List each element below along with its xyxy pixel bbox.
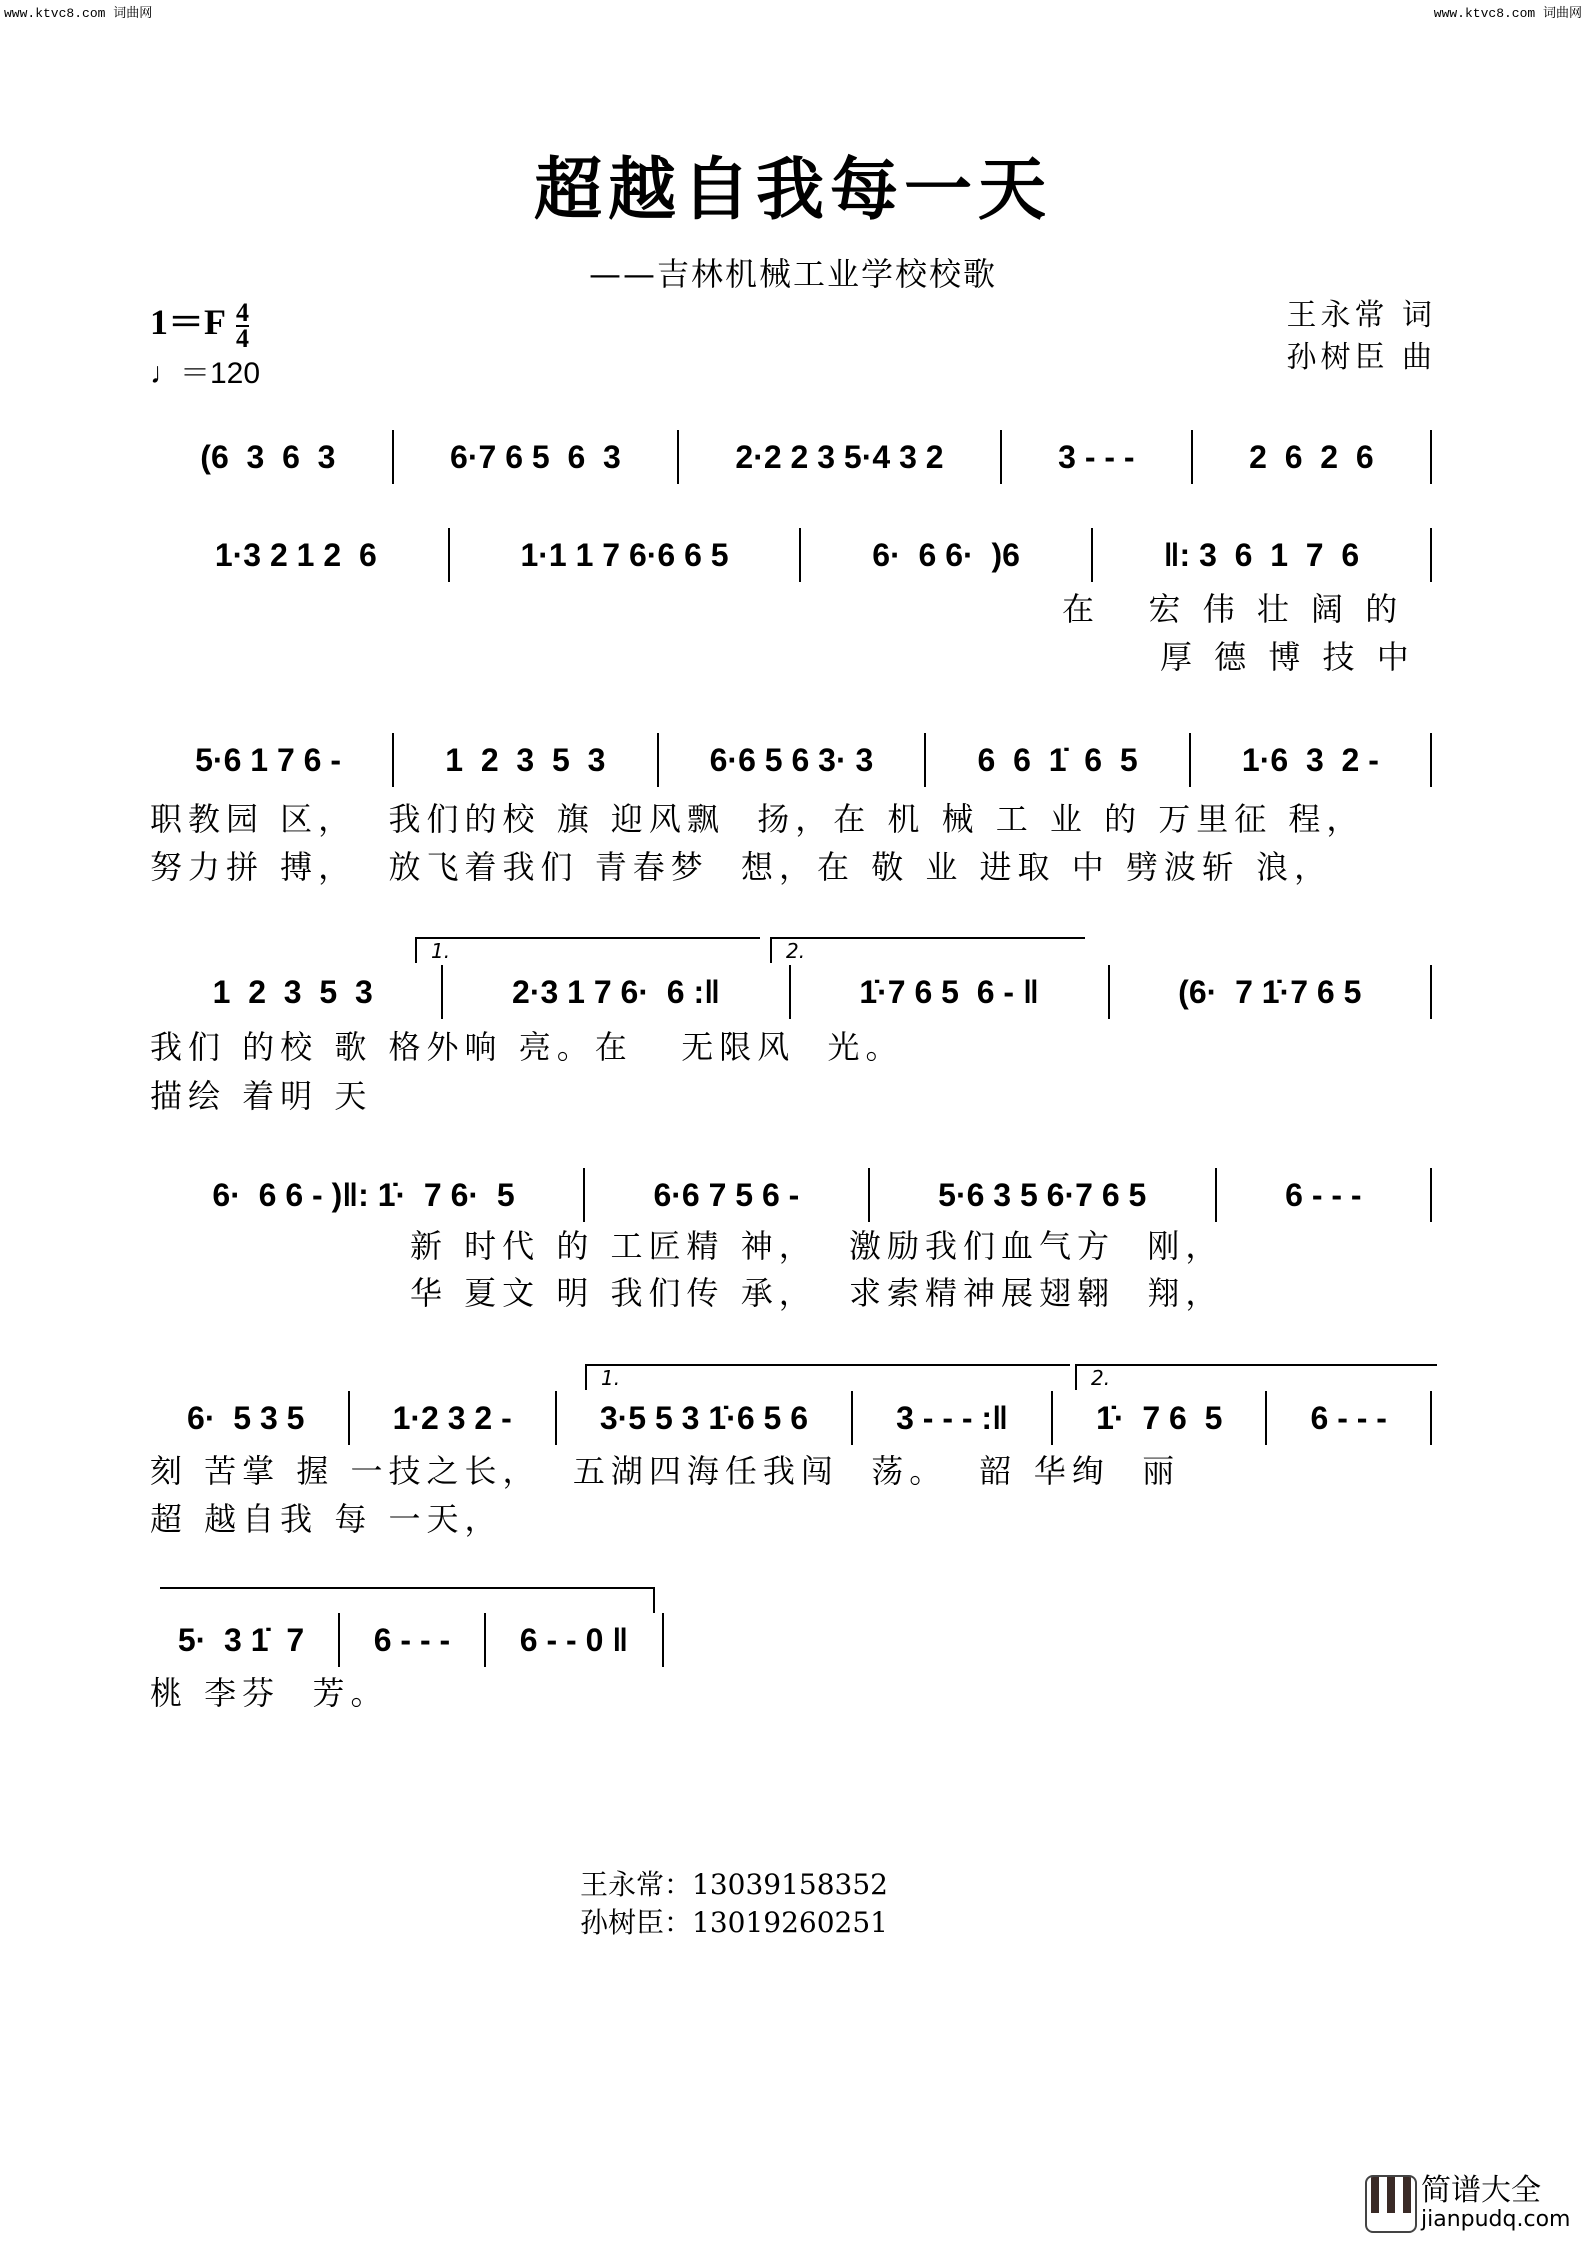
measure: 6 - - - xyxy=(373,1622,451,1658)
lyric-line: 华 夏文 明 我们传 承， 求索精神展翅翱 翔， xyxy=(410,1274,1224,1312)
logo-url: jianpudq.com xyxy=(1421,2207,1571,2232)
measure: 1 2 3 5 3 xyxy=(445,742,606,778)
volta-continuation xyxy=(160,1587,655,1613)
time-top: 4 xyxy=(236,297,249,327)
bar-line xyxy=(1215,1168,1217,1222)
score-line xyxy=(150,967,1438,1017)
volta-first: 1. xyxy=(585,1364,1070,1390)
bar-line xyxy=(868,1168,870,1222)
bar-line xyxy=(662,1613,664,1667)
measure: 1·1 1 7 6·6 6 5 xyxy=(520,537,729,573)
volta-second: 2. xyxy=(1075,1364,1437,1390)
lyric-line: 努力拼 搏， 放飞着我们 青春梦 想，在 敬 业 进取 中 劈波斩 浪， xyxy=(150,848,1333,886)
measure: 6· 5 3 5 xyxy=(187,1400,305,1436)
measure: 5·6 3 5 6·7 6 5 xyxy=(938,1177,1147,1213)
song-subtitle: ——吉林机械工业学校校歌 xyxy=(588,255,997,293)
bar-line xyxy=(1191,430,1193,484)
measure: 6 - - 0 ‖ xyxy=(519,1622,629,1658)
score-line xyxy=(150,735,1438,785)
bar-line xyxy=(789,965,791,1019)
bar-line xyxy=(924,733,926,787)
lyric-line: 描绘 着明 天 xyxy=(150,1077,373,1115)
lyric-line: 新 时代 的 工匠精 神， 激励我们血气方 刚， xyxy=(410,1227,1224,1265)
measure: 6·7 6 5 6 3 xyxy=(450,439,621,475)
measure: 1·6 3 2 - xyxy=(1241,742,1379,778)
bar-line xyxy=(851,1391,853,1445)
bar-line xyxy=(392,430,394,484)
time-signature xyxy=(236,297,249,353)
lyric-line: 厚 德 博 技 中 xyxy=(1160,638,1415,676)
bar-line xyxy=(1265,1391,1267,1445)
measure: 1 2 3 5 3 xyxy=(212,974,373,1010)
score-line xyxy=(150,1615,670,1665)
measure: 2 6 2 6 xyxy=(1249,439,1374,475)
measure: 1·2 3 2 - xyxy=(392,1400,512,1436)
measure: 2·2 2 3 5·4 3 2 xyxy=(735,439,944,475)
key: 1＝F xyxy=(150,302,226,342)
score-line xyxy=(150,530,1438,580)
bar-line xyxy=(1091,528,1093,582)
measure: ‖: 3 6 1 7 6 xyxy=(1163,537,1360,573)
score-line xyxy=(150,1393,1438,1443)
bar-line xyxy=(1430,965,1432,1019)
lyric-line: 桃 李芬 芳。 xyxy=(150,1674,389,1712)
song-title: 超越自我每一天 xyxy=(533,150,1052,230)
composer: 孙树臣 曲 xyxy=(1286,340,1436,375)
measure: 6 - - - xyxy=(1285,1177,1362,1213)
measure: 3·5 5 3 1̇·6 5 6 xyxy=(599,1400,808,1436)
bar-line xyxy=(555,1391,557,1445)
bar-line xyxy=(1430,528,1432,582)
volta-second: 2. xyxy=(770,937,1085,963)
lyric-line: 超 越自我 每 一天， xyxy=(150,1500,503,1538)
measure: 6 6 1̇ 6 5 xyxy=(977,742,1138,778)
logo-name: 简谱大全 xyxy=(1421,2173,1541,2208)
measure: (6· 7 1̇·7 6 5 xyxy=(1178,974,1362,1010)
bar-line xyxy=(1430,1391,1432,1445)
lyricist: 王永常 词 xyxy=(1286,298,1436,333)
measure: 6·6 5 6 3· 3 xyxy=(709,742,874,778)
lyric-line: 我们 的校 歌 格外响 亮。在 无限风 光。 xyxy=(150,1028,904,1066)
time-bottom: 4 xyxy=(236,323,249,353)
bar-line xyxy=(1108,965,1110,1019)
bar-line xyxy=(677,430,679,484)
measure: 1·3 2 1 2 6 xyxy=(214,537,377,573)
bar-line xyxy=(1189,733,1191,787)
score-line xyxy=(150,432,1438,482)
bar-line xyxy=(392,733,394,787)
measure: 3 - - - xyxy=(1058,439,1135,475)
measure: 2·3 1 7 6· 6 :‖ xyxy=(512,974,721,1010)
contact-composer: 孙树臣：13019260251 xyxy=(580,1906,888,1939)
measure: (6 3 6 3 xyxy=(200,439,336,475)
volta-first: 1. xyxy=(415,937,760,963)
bar-line xyxy=(1051,1391,1053,1445)
bar-line xyxy=(484,1613,486,1667)
piano-keys-icon xyxy=(1365,2175,1417,2233)
measure: 3 - - - :‖ xyxy=(896,1400,1008,1436)
bar-line xyxy=(348,1391,350,1445)
bar-line xyxy=(799,528,801,582)
bar-line xyxy=(338,1613,340,1667)
lyric-line: 在 宏 伟 壮 阔 的 xyxy=(1062,590,1404,628)
bar-line xyxy=(1430,1168,1432,1222)
measure: 5·6 1 7 6 - xyxy=(195,742,341,778)
measure: 6· 6 6 - )‖: 1̇· 7 6· 5 xyxy=(212,1177,515,1213)
site-logo xyxy=(1365,2175,1570,2233)
tempo: ♩＝120 xyxy=(150,357,261,390)
measure: 1̇·7 6 5 6 - ‖ xyxy=(859,974,1039,1010)
bar-line xyxy=(583,1168,585,1222)
measure: 6·6 7 5 6 - xyxy=(653,1177,800,1213)
bar-line xyxy=(441,965,443,1019)
lyric-line: 刻 苦掌 握 一技之长， 五湖四海任我闯 荡。 韶 华绚 丽 xyxy=(150,1452,1181,1490)
bar-line xyxy=(448,528,450,582)
bar-line xyxy=(1430,733,1432,787)
bar-line xyxy=(657,733,659,787)
lyric-line: 职教园 区， 我们的校 旗 迎风飘 扬，在 机 械 工 业 的 万里征 程， xyxy=(150,800,1365,838)
key-signature xyxy=(150,296,249,351)
watermark-left: www.ktvc8.com 词曲网 xyxy=(4,6,153,21)
bar-line xyxy=(1000,430,1002,484)
score-line xyxy=(150,1170,1438,1220)
measure: 1̇· 7 6 5 xyxy=(1096,1400,1223,1436)
bar-line xyxy=(1430,430,1432,484)
measure: 6· 6 6· )6 xyxy=(872,537,1020,573)
watermark-right: www.ktvc8.com 词曲网 xyxy=(1433,6,1582,21)
measure: 5· 3 1̇ 7 xyxy=(177,1622,305,1658)
contact-lyricist: 王永常：13039158352 xyxy=(580,1868,888,1901)
measure: 6 - - - xyxy=(1310,1400,1387,1436)
